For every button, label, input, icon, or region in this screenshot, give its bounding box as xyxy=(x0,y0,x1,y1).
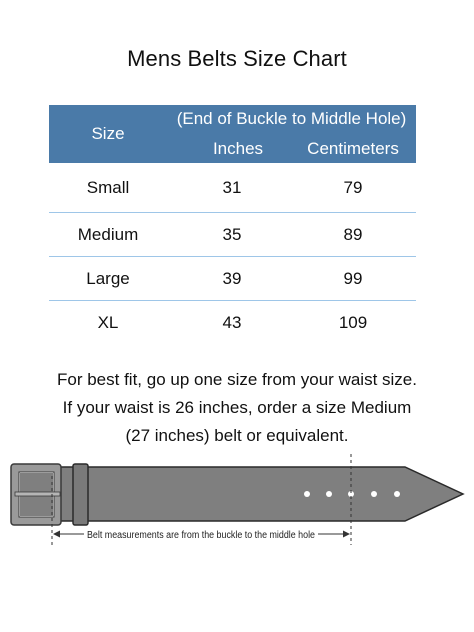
table-row xyxy=(49,213,416,257)
cell-centimeters: 89 xyxy=(343,224,363,244)
table-row xyxy=(49,257,416,301)
buckle-prong xyxy=(15,492,60,496)
fit-note-line-2: If your waist is 26 inches, order a size Medium xyxy=(62,398,412,417)
cell-size: Medium xyxy=(77,224,139,244)
cell-inches: 43 xyxy=(222,312,242,332)
arrow-left-icon xyxy=(53,531,60,538)
cell-inches: 31 xyxy=(222,177,242,197)
cell-centimeters: 99 xyxy=(343,268,363,288)
cell-inches: 39 xyxy=(222,268,242,288)
cell-centimeters: 79 xyxy=(343,177,363,197)
table-header xyxy=(49,105,416,163)
fit-note-line-3: (27 inches) belt or equivalent. xyxy=(125,426,349,445)
arrow-right-icon xyxy=(343,531,350,538)
measurement-caption: Belt measurements are from the buckle to the middle hole xyxy=(87,530,316,541)
header-centimeters: Centimeters xyxy=(307,139,399,158)
page-title: Mens Belts Size Chart xyxy=(127,46,347,71)
table-row xyxy=(49,301,416,344)
belt-hole xyxy=(371,491,377,497)
header-inches: Inches xyxy=(212,139,264,158)
cell-centimeters: 109 xyxy=(338,312,368,332)
belt-hole xyxy=(326,491,332,497)
cell-size: XL xyxy=(97,312,119,332)
cell-inches: 35 xyxy=(222,224,242,244)
belt-keeper xyxy=(73,464,88,525)
table-row xyxy=(49,163,416,213)
belt-diagram xyxy=(0,450,474,550)
belt-hole xyxy=(394,491,400,497)
belt-hole xyxy=(304,491,310,497)
cell-size: Small xyxy=(86,177,130,197)
header-measurement-group: (End of Buckle to Middle Hole) xyxy=(176,109,407,128)
header-size: Size xyxy=(91,124,125,143)
belt-strap xyxy=(48,467,463,521)
fit-note-line-1: For best fit, go up one size from your waist size. xyxy=(57,370,417,389)
size-table xyxy=(49,105,416,344)
cell-size: Large xyxy=(86,268,130,288)
